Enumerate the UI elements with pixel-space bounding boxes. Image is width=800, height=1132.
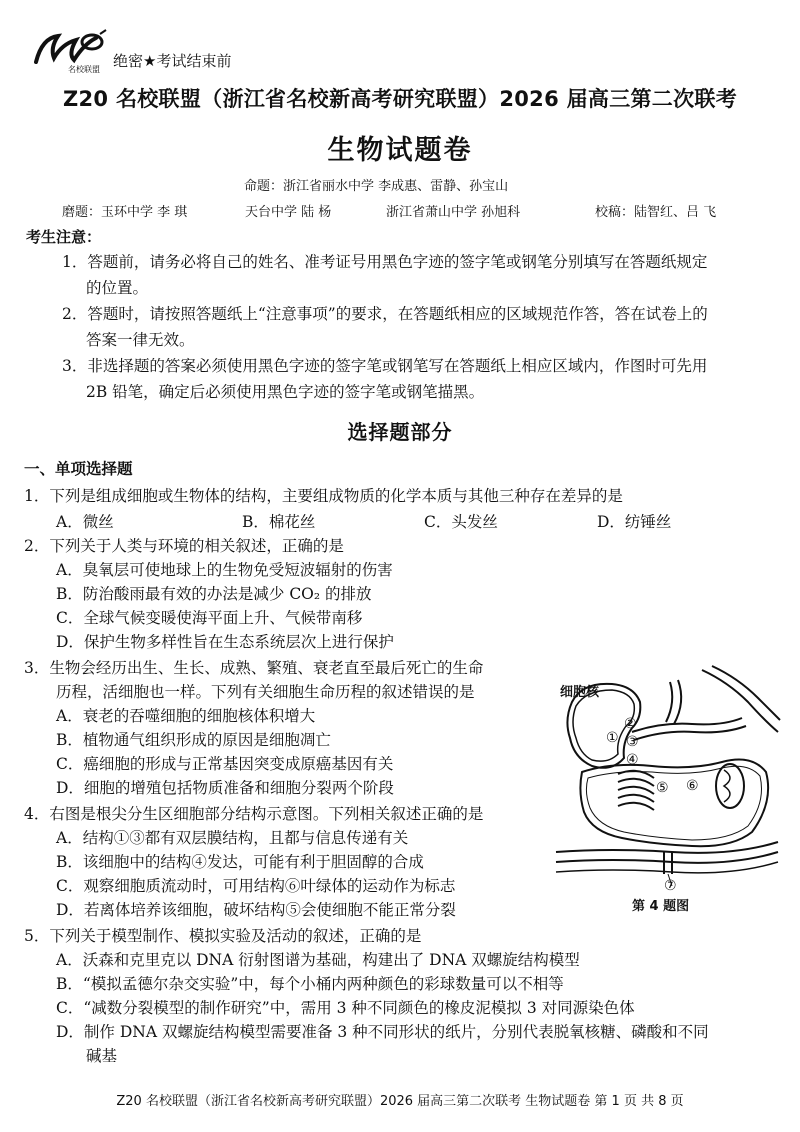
option-a: A．臭氧层可使地球上的生物免受短波辐射的伤害: [56, 561, 393, 579]
reviewer-credit: 天台中学 陆 杨: [245, 205, 332, 220]
notice-line: 3．非选择题的答案必须使用黑色字迹的签字笔或钢笔写在答题纸上相应区域内，作图时可先用: [62, 357, 708, 375]
question-stem: 5．下列关于模型制作、模拟实验及活动的叙述，正确的是: [24, 927, 422, 945]
marker-4: ④: [626, 752, 639, 768]
option-d: D．制作 DNA 双螺旋结构模型需要准备 3 种不同形状的纸片，分别代表脱氧核糖、磷酸和不同: [56, 1023, 709, 1041]
notice-line: 2．答题时，请按照答题纸上“注意事项”的要求，在答题纸相应的区域规范作答，答在试卷上的: [62, 305, 708, 323]
figure-caption: 第 4 题图: [632, 899, 690, 914]
option-b: B．“模拟孟德尔杂交实验”中，每个小桶内两种颜色的彩球数量可以不相等: [56, 975, 564, 993]
exam-header-title: Z20 名校联盟（浙江省名校新高考研究联盟）2026 届高三第二次联考: [62, 87, 738, 111]
nucleus-label: 细胞核: [560, 685, 600, 700]
page-footer: Z20 名校联盟（浙江省名校新高考研究联盟）2026 届高三第二次联考 生物试题卷 第 1 页 共 8 页: [116, 1094, 684, 1109]
option-a: A．衰老的吞噬细胞的细胞核体积增大: [56, 707, 316, 725]
option-d: D．细胞的增殖包括物质准备和细胞分裂两个阶段: [56, 779, 394, 797]
confidential-notice: 绝密★考试结束前: [113, 52, 232, 70]
page-title: 生物试题卷: [327, 135, 473, 166]
question-stem: 2．下列关于人类与环境的相关叙述，正确的是: [24, 537, 344, 555]
proofreader-credit: 校稿：陆智红、吕 飞: [595, 205, 717, 220]
option-c: C．“减数分裂模型的制作研究”中，需用 3 种不同颜色的橡皮泥模拟 3 对同源染色体: [56, 999, 635, 1017]
reviewer-credit: 磨题：玉环中学 李 琪: [62, 205, 188, 220]
alliance-logo: [32, 28, 112, 74]
option-c: C．癌细胞的形成与正常基因突变成原癌基因有关: [56, 755, 394, 773]
option-c: C．观察细胞质流动时，可用结构⑥叶绿体的运动作为标志: [56, 877, 456, 895]
section-title: 选择题部分: [347, 420, 453, 444]
option-b: B．棉花丝: [242, 513, 316, 531]
marker-2: ②: [624, 716, 637, 732]
part-title: 一、单项选择题: [24, 460, 133, 478]
question-stem-continued: 历程，活细胞也一样。下列有关细胞生命历程的叙述错误的是: [56, 683, 475, 701]
notice-title: 考生注意：: [26, 228, 102, 246]
option-d-continued: 碱基: [86, 1047, 118, 1065]
option-c: C．头发丝: [424, 513, 498, 531]
notice-line: 的位置。: [86, 279, 149, 297]
marker-7: ⑦: [664, 878, 677, 892]
proposers-credit: 命题：浙江省丽水中学 李成惠、雷静、孙宝山: [244, 179, 509, 194]
notice-line: 1．答题前，请务必将自己的姓名、准考证号用黑色字迹的签字笔或钢笔分别填写在答题纸规定: [62, 253, 708, 271]
option-d: D．若离体培养该细胞，破坏结构⑤会使细胞不能正常分裂: [56, 901, 456, 919]
notice-line: 2B 铅笔，确定后必须使用黑色字迹的签字笔或钢笔描黑。: [86, 383, 485, 401]
option-d: D．纺锤丝: [597, 513, 672, 531]
option-c: C．全球气候变暖使海平面上升、气候带南移: [56, 609, 363, 627]
marker-6: ⑥: [686, 778, 699, 794]
option-a: A．微丝: [56, 513, 114, 531]
marker-5: ⑤: [656, 780, 669, 796]
logo-text: 名校联盟: [68, 65, 100, 74]
option-a: A．沃森和克里克以 DNA 衍射图谱为基础，构建出了 DNA 双螺旋结构模型: [56, 951, 580, 969]
question-stem: 1．下列是组成细胞或生物体的结构，主要组成物质的化学本质与其他三种存在差异的是: [24, 487, 623, 505]
question-stem: 4．右图是根尖分生区细胞部分结构示意图。下列相关叙述正确的是: [24, 805, 484, 823]
reviewer-credit: 浙江省萧山中学 孙旭科: [386, 205, 521, 220]
option-b: B．该细胞中的结构④发达，可能有利于胆固醇的合成: [56, 853, 424, 871]
notice-line: 答案一律无效。: [86, 331, 195, 349]
marker-3: ③: [626, 734, 639, 750]
option-a: A．结构①③都有双层膜结构，且都与信息传递有关: [56, 829, 409, 847]
marker-1: ①: [606, 730, 619, 746]
question-stem: 3．生物会经历出生、生长、成熟、繁殖、衰老直至最后死亡的生命: [24, 659, 484, 677]
option-b: B．防治酸雨最有效的办法是减少 CO₂ 的排放: [56, 585, 372, 603]
option-b: B．植物通气组织形成的原因是细胞凋亡: [56, 731, 331, 749]
cell-structure-diagram: [552, 662, 782, 892]
option-d: D．保护生物多样性旨在生态系统层次上进行保护: [56, 633, 394, 651]
